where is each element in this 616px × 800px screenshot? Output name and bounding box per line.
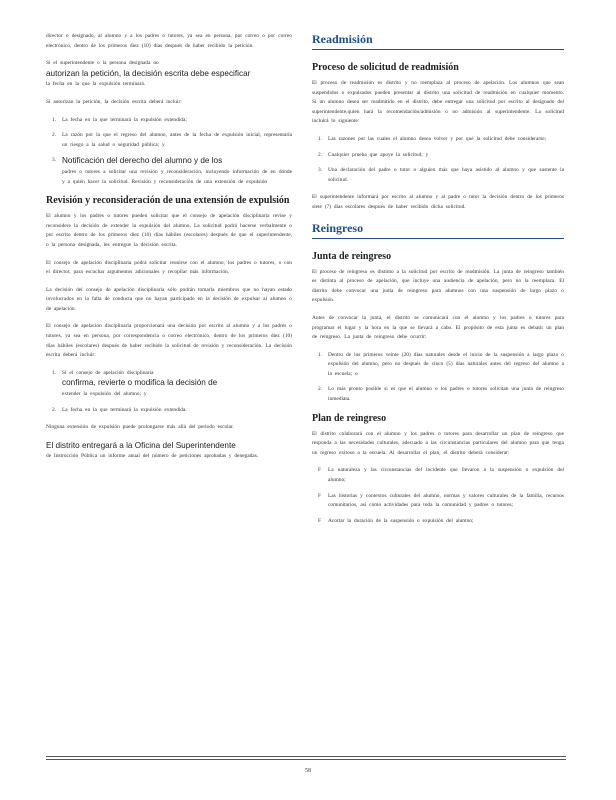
list-item <box>312 517 564 527</box>
list-item <box>46 131 292 150</box>
bullet-marker: F <box>318 517 321 524</box>
right-column <box>312 32 564 534</box>
list-text: Las historias y contextos culturales del alumno, normas y valores culturales de la familia, recursos comunitarios, así como actividades para toda la comunidad y padres o tutores; <box>328 492 564 509</box>
list-text <box>62 156 292 187</box>
bullet-list <box>312 466 564 526</box>
paragraph: El superintendente informará por escrito al alumno y al padre o tutor la decisión dentro de los primeros siete (7) días escolares después de haber recibido dicha solicitud. <box>312 194 564 210</box>
list-item <box>46 406 292 416</box>
paragraph-text: Si el superintendente o la persona designada no <box>46 60 159 67</box>
list-number: 1. <box>318 351 323 358</box>
list-text-pre: Si el consejo de apelación disciplinaria <box>62 369 154 376</box>
numbered-list <box>312 135 564 185</box>
paragraph <box>46 441 292 462</box>
paragraph: El alumno y los padres o tutores pueden solicitar que el consejo de apelación disciplinaria revise y reconsidere la decisión de extender la expulsión del alumno. La solicitud podrá hacerse verbalmente o por escrito dentro de los primeros diez (10) días hábiles (escolares) después de que el superintendente, o la persona designada, les entregue la decisión escrita. <box>46 213 292 248</box>
paragraph: Si autorizan la petición, la decisión escrita deberá incluir: <box>46 98 182 105</box>
list-item <box>46 156 292 187</box>
list-number: 3. <box>318 167 323 174</box>
paragraph: Ninguna extensión de expulsión puede prolongarse más allá del periodo escolar. <box>46 424 234 431</box>
list-text: Lo más pronto posible si es que el alumno o los padres o tutores solicitan una junta de reingreso inmediata. <box>328 386 564 403</box>
list-text: La razón por la que el regreso del alumno, antes de la fecha de expulsión inicial, representaría un riesgo a la salud o seguridad pública; y <box>62 132 292 148</box>
paragraph: El proceso de readmisión es distrito y no reemplaza al proceso de apelación. Los alumnos que sean suspendidos o expulsados pueden presentar al distrito una solicitud de readmisión en cualquier momento. Si un alumno desea ser readmitido en el distrito, debe entregar una solicitud por escrito al designado del superintendente,quien hará la recomendación/admisión o no admisión al superintendente. La solicitud incluirá lo siguiente: <box>312 80 564 125</box>
list-text: Las razones por las cuales el alumno desea volver y por qué la solicitud debe considerarse; <box>328 135 547 142</box>
page-number: 58 <box>305 768 311 774</box>
paragraph <box>46 59 292 90</box>
major-heading: Readmisión <box>312 32 373 46</box>
list-emphasis: confirma, revierte o modifica la decisión de <box>62 378 218 388</box>
paragraph: El consejo de apelación disciplinaria podrá solicitar reunirse con el alumno, los padres o tutores, o con el director, para escuchar argumentos adicionales y recopilar más información. <box>46 259 292 276</box>
list-item <box>312 492 564 511</box>
list-text: Cualquier prueba que apoye la solicitud; y <box>328 151 429 158</box>
heading-rule <box>312 238 564 239</box>
list-number: 1. <box>52 369 57 376</box>
numbered-list <box>46 369 292 415</box>
list-number: 1. <box>318 135 323 142</box>
paragraph: Antes de convocar la junta, el distrito se comunicará con el alumno y los padres o tutores para programar el lugar y la hora en la que se llevará a cabo. El propósito de esta junta es debatir un plan de reingreso. La junta de reingreso debe ocurrir: <box>312 314 564 341</box>
bullet-marker: F <box>318 467 321 474</box>
paragraph: La decisión del consejo de apelación disciplinaria sólo podrán tomarla miembros que no hayan estado involucrados en la falta de conducta que no hayan participado en la decisión de expulsar al alumno o de apelación. <box>46 286 292 312</box>
left-column <box>46 32 292 470</box>
paragraph: El distrito colaborará con el alumno y los padres o tutores para desarrollar un plan de reingreso que responda a las necesidades culturales, adecuado a las circunstancias particulares del alumno para que tenga un regreso exitoso a la escuela. Al desarrollar el plan, el distrito deberá considerar: <box>312 430 564 456</box>
list-text <box>62 369 292 400</box>
paragraph: director o designado, al alumno y a los padres o tutores, ya sea en persona, por correo o por correo electrónico, dentro de los primeros diez (10) días después de haber recibido la petición. <box>46 33 292 49</box>
list-item <box>312 135 564 145</box>
list-number: 2. <box>318 386 323 393</box>
list-text-rest: padres o tutores a solicitar una revisión y reconsideración, incluyendo información de en dónde y a quién hacer la solicitud. Revisión y reconsideración de una extensión de expulsión <box>62 168 292 185</box>
list-emphasis: Notificación del derecho del alumno y de los <box>62 156 223 166</box>
heading-rule <box>312 49 564 50</box>
list-text-rest: extender la expulsión del alumno; y <box>62 391 147 398</box>
section-heading: Proceso de solicitud de readmisión <box>312 62 459 73</box>
list-item <box>312 466 564 485</box>
list-number: 1. <box>52 116 57 123</box>
numbered-list <box>46 116 292 188</box>
footer-rule <box>46 759 566 760</box>
list-text: La fecha en la que terminará la expulsión extendida; <box>62 116 187 123</box>
paragraph-emphasis: autorizan la petición, la decisión escrita debe especificar <box>46 68 251 78</box>
list-number: 2. <box>52 406 57 413</box>
section-heading: Junta de reingreso <box>312 250 392 262</box>
list-text: La naturaleza y las circunstancias del incidente que llevaron a la suspensión o expulsión del alumno; <box>328 467 564 484</box>
list-item <box>312 151 564 161</box>
footer-rule <box>46 756 566 757</box>
list-text: La fecha en la que terminará la expulsión extendida. <box>62 406 187 413</box>
numbered-list <box>312 351 564 405</box>
list-number: 2. <box>52 132 57 139</box>
paragraph-text: la fecha en la que la expulsión terminará. <box>46 81 146 88</box>
list-text: Acortar la duración de la suspensión o expulsión del alumno; <box>328 517 474 524</box>
list-number: 2. <box>318 151 323 158</box>
list-item <box>46 116 292 126</box>
paragraph: El proceso de reingreso es distinto a la solicitud por escrito de readmisión. La junta de reingreso también es distinta al proceso de apelación, que incluye una audiencia de apelación, pero no la reemplaza. El distrito debe convocar una junta de reingreso para alumnos con una suspensión de largo plazo o expulsión. <box>312 268 564 304</box>
list-item <box>312 166 564 185</box>
section-heading: Revisión y reconsideración de una extensión de expulsión <box>46 195 290 207</box>
list-number: 3. <box>52 157 57 164</box>
section-heading: Plan de reingreso <box>312 412 387 424</box>
list-item <box>46 369 292 400</box>
list-item <box>312 385 564 404</box>
list-text: Dentro de los primeros veinte (20) días naturales desde el inicio de la suspensión a largo plazo o expulsión del alumno, pero no después de cinco (5) días naturales antes del regreso del alumno a la escuela; o <box>328 351 564 377</box>
list-text: Una declaración del padre o tutor o alguien más que haya asistido al alumno y que sustente la solicitud. <box>328 167 564 183</box>
paragraph-text: de Instrucción Pública un informe anual del número de peticiones aprobadas y denegadas. <box>46 453 259 460</box>
paragraph: El consejo de apelación disciplinaria proporcionará una decisión por escrito al alumno y a los padres o tutores, ya sea en persona, por correspondencia o correo electrónico, dentro de los primeros diez (10) días hábiles (escolares) después de haber recibido la solicitud de revisión y reconsideración. La decisión escrita deberá incluir: <box>46 323 292 359</box>
bullet-marker: F <box>318 492 321 499</box>
paragraph-emphasis: El distrito entregará a la Oficina del Superintendente <box>46 440 236 450</box>
list-item <box>312 351 564 380</box>
major-heading: Reingreso <box>312 220 364 235</box>
